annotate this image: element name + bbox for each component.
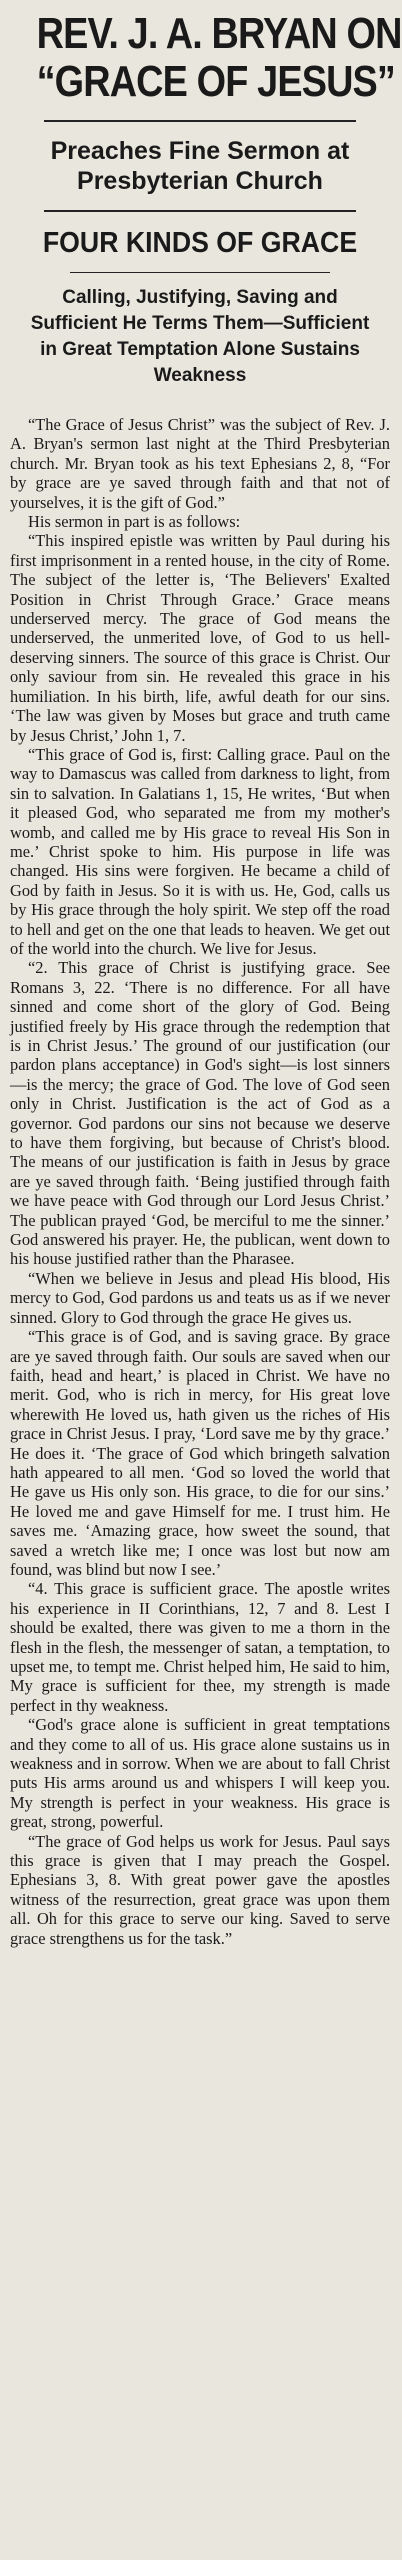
article-paragraph: “4. This grace is sufficient grace. The apostle writes his experience in II Corinthians, 12, 7 and 8. Lest I should be exalted, there was given to me a thorn in the flesh in the flesh, the messenger of satan, a temptation, to upset me, to tempt me. Christ helped him, He said to him, My grace is sufficient for thee, my strength is made perfect in thy weakness. xyxy=(10,1579,390,1715)
section-divider xyxy=(70,272,330,273)
article-body xyxy=(10,415,390,1948)
article-paragraph: “The grace of God helps us work for Jesus. Paul says this grace is given that I may preach the Gospel. Ephesians 3, 8. With great power gave the apostles witness of the resurrection, great grace was upon them all. Oh for this grace to serve our king. Saved to serve grace strengthens us for the task.” xyxy=(10,1831,390,1948)
article-paragraph: “This grace is of God, and is saving grace. By grace are ye saved through faith. Our souls are saved when our faith, head and heart,’ is placed in Christ. We have no merit. God, who is rich in mercy, for His great love wherewith He loved us, hath given us the riches of His grace in Christ Jesus. I pray, ‘Lord save me by thy grace.’ He does it. ‘The grace of God which bringeth salvation hath appeared to all men. ‘God so loved the world that He gave us His only son. His grace, to die for our sins.’ He loved me and gave Himself for me. I trust him. He saves me. ‘Amazing grace, how sweet the sound, that saved a wretch like me; I once was lost but now am found, was blind but now I see.’ xyxy=(10,1327,390,1579)
headline-line-1: REV. J. A. BRYAN ON xyxy=(36,9,402,58)
article-paragraph: “When we believe in Jesus and plead His blood, His mercy to God, God pardons us and teats us as if we never sinned. Glory to God through the grace He gives us. xyxy=(10,1268,390,1327)
subhead-line-2: Presbyterian Church xyxy=(77,167,323,195)
subhead-line-1: Preaches Fine Sermon at xyxy=(50,137,350,165)
article-paragraph: “The Grace of Jesus Christ” was the subject of Rev. J. A. Bryan's sermon last night at the Third Presbyterian church. Mr. Bryan took as his text Ephesians 2, 8, “For by grace are ye saved through faith and that not of yourselves, it is the gift of God.” xyxy=(10,415,390,512)
article-paragraph: His sermon in part is as follows: xyxy=(28,512,241,532)
article-paragraph: “2. This grace of Christ is justifying grace. See Romans 3, 22. ‘There is no difference. For all have sinned and come short of the glory of God. Being justified freely by His grace through the redemption that is in Christ Jesus.’ The ground of our justification (our pardon plans acceptance) in God's sight—is lost sinners—is the mercy; the grace of God. The love of God seen only in Christ. Justification is the act of God as a governor. God pardons our sins not because we deserve to have them forgiving, but because of Christ's blood. The means of our justification is faith in Jesus by grace are ye saved through faith. ‘Being justified through faith we have peace with God through our Lord Jesus Christ.’ The publican prayed ‘God, be merciful to me the sinner.’ God answered his prayer. He, the publican, went down to his house justified rather than the Pharasee. xyxy=(10,958,390,1269)
headline-divider xyxy=(44,120,356,122)
article-paragraph: “God's grace alone is sufficient in great temptations and they come to all of us. His grace alone sustains us in weakness and in sorrow. When we are about to fall Christ puts His arms around us and whispers I will keep you. My strength is perfect in your weakness. His grace is great, strong, powerful. xyxy=(10,1715,390,1832)
article-paragraph: “This inspired epistle was written by Paul during his first imprisonment in a rented house, in the city of Rome. The subject of the letter is, ‘The Believers' Exalted Position in Christ Through Grace.’ Grace means underserved mercy. The grace of God means the underserved, the unmerited love, of God to us hell-deserving sinners. The source of this grace is Christ. Our only saviour from sin. He revealed this grace in his humiliation. In his birth, life, awful death for our sins. ‘The law was given by Moses but grace and truth came by Jesus Christ,’ John 1, 7. xyxy=(10,531,390,745)
deck-summary: Calling, Justifying, Saving and Sufficient He Terms Them—Sufficient in Great Temptation Alone Sustains Weakness xyxy=(30,287,370,386)
section-title: FOUR KINDS OF GRACE xyxy=(42,227,358,259)
article-paragraph: “This grace of God is, first: Calling grace. Paul on the way to Damascus was called from darkness to light, from sin to salvation. In Galatians 1, 15, He writes, ‘But when it pleased God, who separated me from my mother's womb, and called me by His grace to reveal His Son in me.’ Christ spoke to him. His purpose in life was changed. His sins were forgiven. He became a child of God by faith in Jesus. So it is with us. He, God, calls us by His grace through the holy spirit. We step off the road to hell and get on the one that leads to heaven. We get out of the world into the church. We live for Jesus. xyxy=(10,744,390,958)
headline-line-2: “GRACE OF JESUS” xyxy=(36,57,396,106)
subhead-divider xyxy=(44,210,356,212)
